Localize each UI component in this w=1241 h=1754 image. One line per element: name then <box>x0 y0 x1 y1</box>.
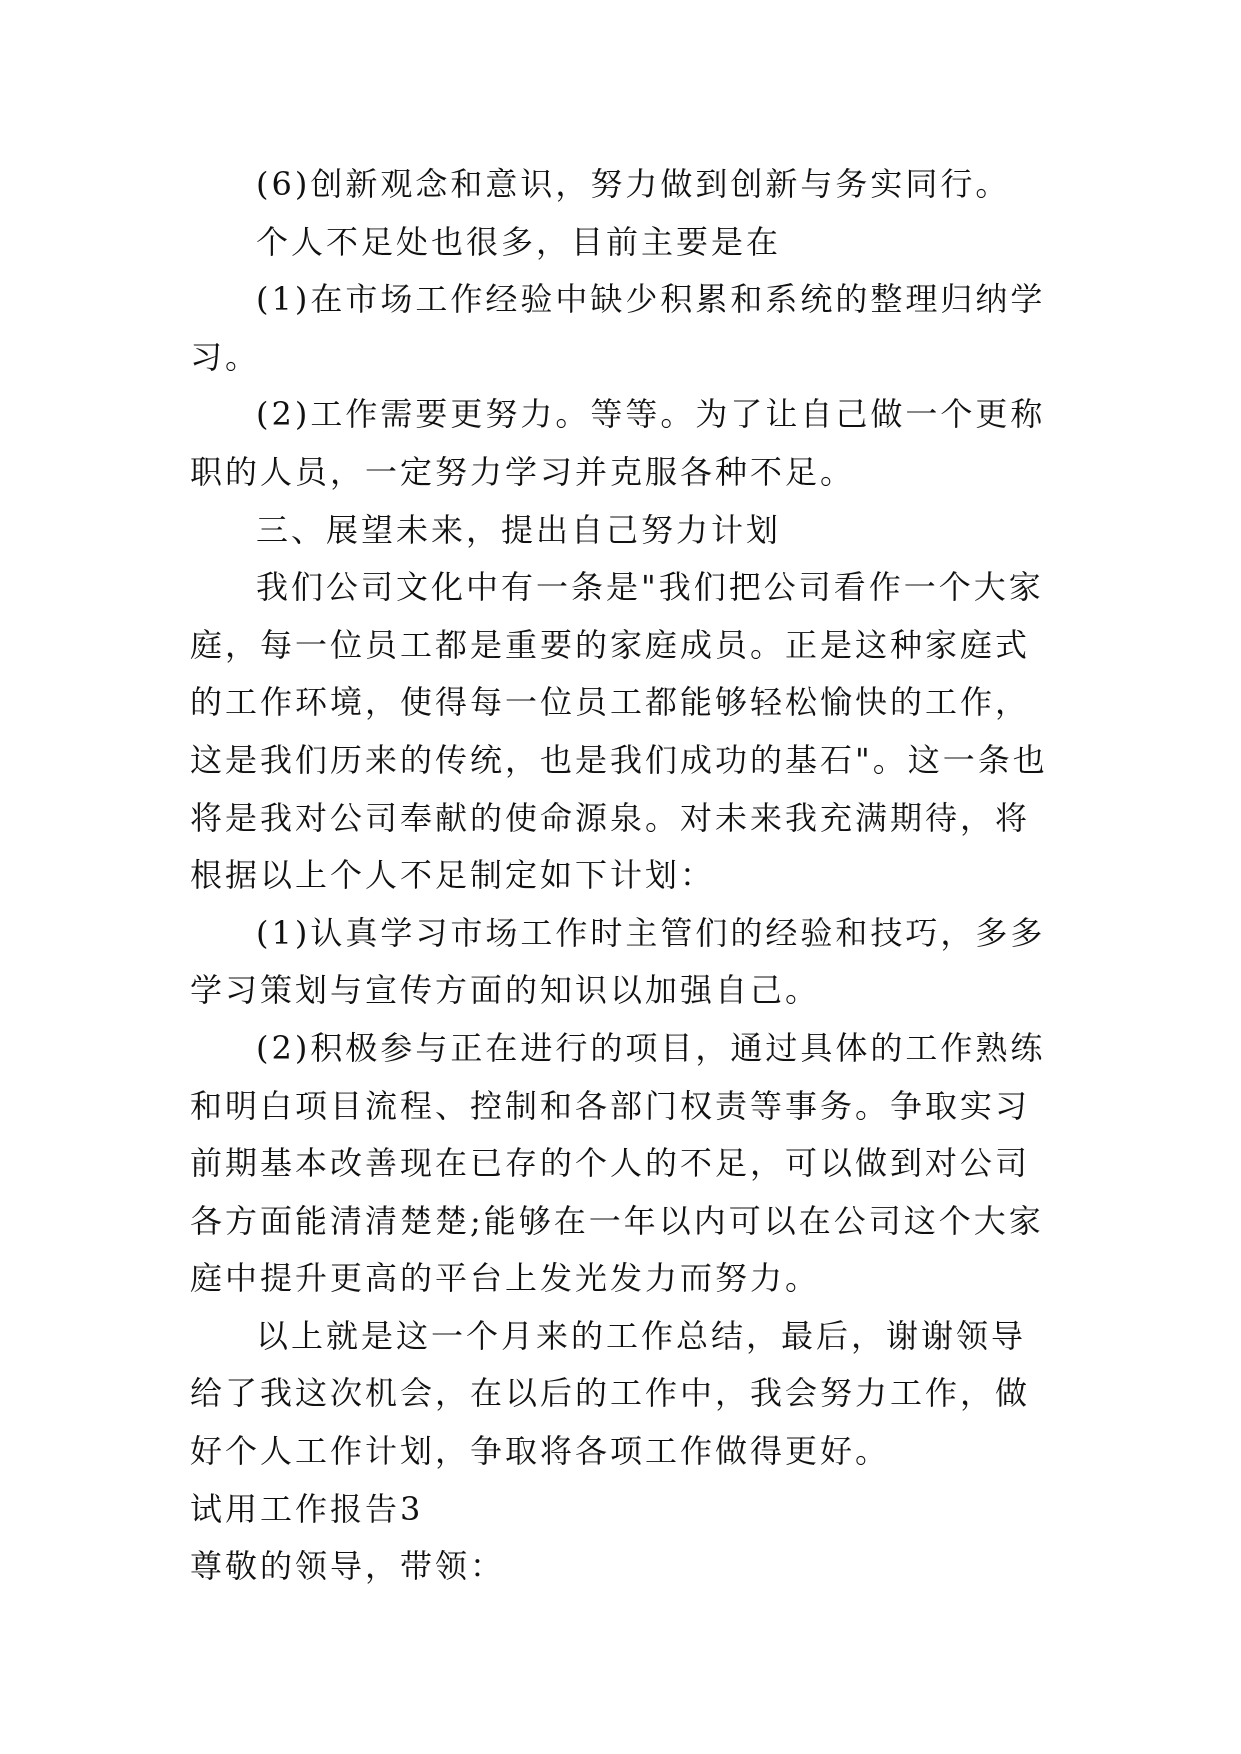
paragraph-item-6: (6)创新观念和意识，努力做到创新与务实同行。 <box>256 165 1011 203</box>
paragraph-shortcomings-intro: 个人不足处也很多，目前主要是在 <box>256 222 782 261</box>
paragraph-shortcoming-1: (1)在市场工作经验中缺少积累和系统的整理归纳学习。 <box>190 280 1046 376</box>
section-heading-outlook: 三、展望未来，提出自己努力计划 <box>256 510 782 549</box>
paragraph-conclusion: 以上就是这一个月来的工作总结，最后，谢谢领导给了我这次机会，在以后的工作中，我会努力工作，做好个人工作计划，争取将各项工作做得更好。 <box>190 1316 1031 1471</box>
salutation: 尊敬的领导，带领： <box>190 1547 506 1586</box>
document-body <box>190 156 1050 1596</box>
paragraph-shortcoming-2: (2)工作需要更努力。等等。为了让自己做一个更称职的人员，一定努力学习并克服各种不足。 <box>190 395 1046 491</box>
report-title: 试用工作报告3 <box>190 1489 424 1528</box>
paragraph-plan-2: (2)积极参与正在进行的项目，通过具体的工作熟练和明白项目流程、控制和各部门权责等事务。争取实习前期基本改善现在已存的个人的不足，可以做到对公司各方面能清清楚楚;能够在一年以内可以在公司这个大家庭中提升更高的平台上发光发力而努力。 <box>190 1028 1046 1298</box>
paragraph-company-culture: 我们公司文化中有一条是"我们把公司看作一个大家庭，每一位员工都是重要的家庭成员。正是这种家庭式的工作环境，使得每一位员工都能够轻松愉快的工作，这是我们历来的传统，也是我们成功的基石"。这一条也将是我对公司奉献的使命源泉。对未来我充满期待，将根据以上个人不足制定如下计划： <box>190 568 1048 895</box>
paragraph-plan-1: (1)认真学习市场工作时主管们的经验和技巧，多多学习策划与宣传方面的知识以加强自己。 <box>190 913 1046 1010</box>
